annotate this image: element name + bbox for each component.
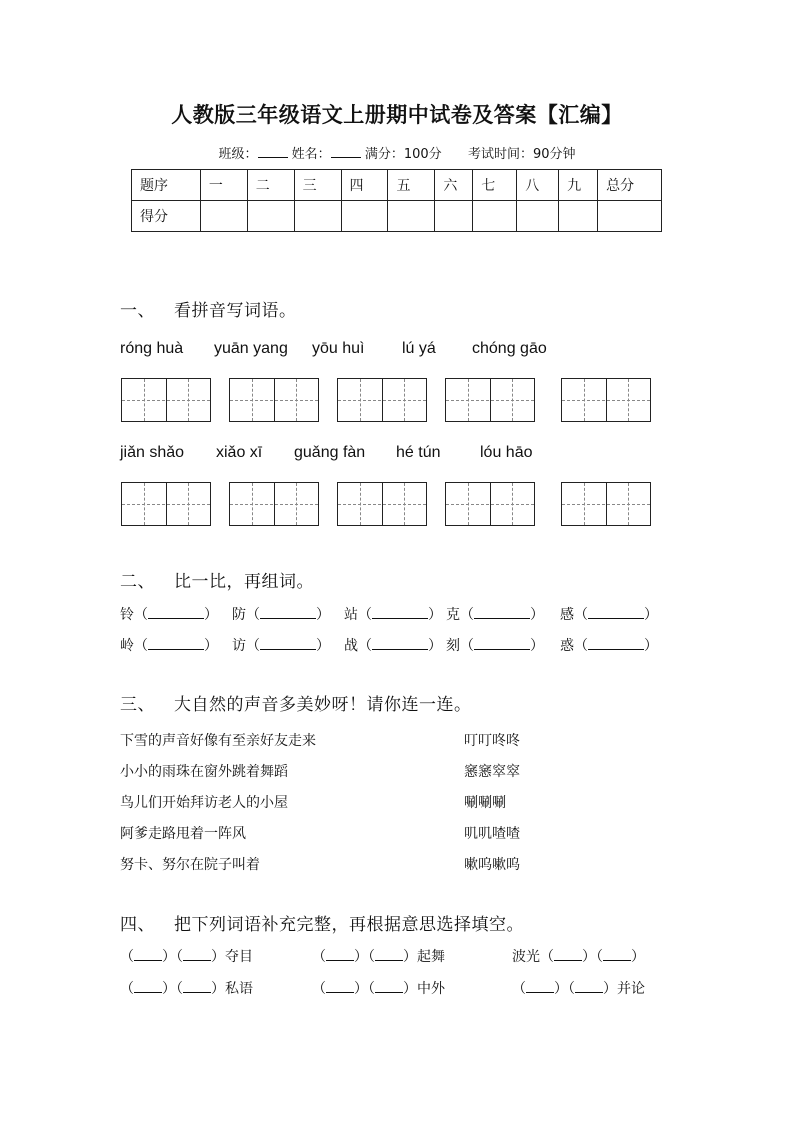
idiom-item: （ ）（ ）并论 <box>512 981 645 997</box>
match-right-item[interactable]: 嗽呜嗽呜 <box>464 857 520 873</box>
score-header-row <box>132 170 662 201</box>
answer-blank[interactable] <box>474 639 530 650</box>
writing-box[interactable] <box>229 482 319 526</box>
answer-blank[interactable] <box>260 639 316 650</box>
pinyin-7: xiǎo xī <box>216 444 263 461</box>
pinyin-6: jiǎn shǎo <box>120 444 185 461</box>
compare-item: 战（ ） <box>344 638 442 654</box>
idiom-blank[interactable] <box>603 950 631 961</box>
section-title: 看拼音写词语。 <box>174 301 297 321</box>
compare-item: 防（ ） <box>232 607 330 623</box>
compare-char: 战 <box>344 638 358 654</box>
compare-char: 站 <box>344 607 358 623</box>
compare-item: 克（ ） <box>446 607 544 623</box>
score-header-cell: 三 <box>294 170 341 201</box>
pinyin-5: chóng gāo <box>472 340 547 357</box>
idiom-item: 波光（ ）（ ） <box>512 949 645 965</box>
pinyin-1: róng huà <box>120 340 184 357</box>
score-header-cell: 六 <box>435 170 473 201</box>
full-score: 满分：100分 <box>364 147 442 162</box>
idiom-text: 夺目 <box>225 949 253 965</box>
compare-char: 岭 <box>120 638 134 654</box>
answer-blank[interactable] <box>148 639 204 650</box>
idiom-text: 波光 <box>512 949 540 965</box>
class-blank[interactable] <box>258 145 288 158</box>
idiom-item: （ ）（ ）起舞 <box>312 949 445 965</box>
writing-box[interactable] <box>121 378 211 422</box>
section1-heading <box>120 296 297 321</box>
match-right-item[interactable]: 唰唰唰 <box>464 795 506 811</box>
idiom-blank[interactable] <box>575 982 603 993</box>
score-header-cell: 五 <box>388 170 435 201</box>
idiom-blank[interactable] <box>375 982 403 993</box>
match-left-item[interactable]: 鸟儿们开始拜访老人的小屋 <box>120 795 288 811</box>
match-left-item[interactable]: 小小的雨珠在窗外跳着舞蹈 <box>120 764 288 780</box>
match-left-item[interactable]: 下雪的声音好像有至亲好友走来 <box>120 733 316 749</box>
idiom-item: （ ）（ ）私语 <box>120 981 253 997</box>
score-header-cell: 七 <box>473 170 517 201</box>
compare-char: 访 <box>232 638 246 654</box>
score-cell[interactable] <box>517 201 559 232</box>
answer-blank[interactable] <box>588 639 644 650</box>
section2-heading <box>120 567 314 592</box>
compare-char: 克 <box>446 607 460 623</box>
answer-blank[interactable] <box>148 608 204 619</box>
page-title: 人教版三年级语文上册期中试卷及答案【汇编】 <box>171 102 623 127</box>
idiom-item: （ ）（ ）夺目 <box>120 949 253 965</box>
writing-box[interactable] <box>229 378 319 422</box>
name-label: 姓名： <box>291 147 331 162</box>
score-cell[interactable] <box>341 201 388 232</box>
idiom-blank[interactable] <box>134 982 162 993</box>
compare-item: 惑（ ） <box>560 638 658 654</box>
section4-heading <box>120 910 524 935</box>
idiom-blank[interactable] <box>526 982 554 993</box>
section-number: 一、 <box>120 301 155 321</box>
score-header-cell: 二 <box>247 170 294 201</box>
answer-blank[interactable] <box>588 608 644 619</box>
match-left-item[interactable]: 努卡、努尔在院子叫着 <box>120 857 260 873</box>
idiom-blank[interactable] <box>375 950 403 961</box>
compare-item: 刻（ ） <box>446 638 544 654</box>
compare-item: 感（ ） <box>560 607 658 623</box>
idiom-text: 并论 <box>617 981 645 997</box>
section-number: 四、 <box>120 915 155 935</box>
compare-char: 刻 <box>446 638 460 654</box>
idiom-text: 中外 <box>417 981 445 997</box>
compare-item: 站（ ） <box>344 607 442 623</box>
match-right-item[interactable]: 叮叮咚咚 <box>464 733 520 749</box>
score-cell[interactable] <box>473 201 517 232</box>
answer-blank[interactable] <box>372 639 428 650</box>
section-title: 把下列词语补充完整，再根据意思选择填空。 <box>174 915 524 935</box>
compare-item: 访（ ） <box>232 638 330 654</box>
score-header-cell: 九 <box>559 170 598 201</box>
compare-char: 惑 <box>560 638 574 654</box>
score-header-cell: 八 <box>517 170 559 201</box>
answer-blank[interactable] <box>260 608 316 619</box>
score-row-label: 得分 <box>132 201 201 232</box>
idiom-text: 私语 <box>225 981 253 997</box>
score-cell[interactable] <box>247 201 294 232</box>
writing-box[interactable] <box>337 482 427 526</box>
score-cell[interactable] <box>294 201 341 232</box>
writing-box[interactable] <box>561 482 651 526</box>
section-title: 比一比，再组词。 <box>174 572 314 592</box>
score-cell[interactable] <box>559 201 598 232</box>
score-cell[interactable] <box>200 201 247 232</box>
score-header-cell: 一 <box>200 170 247 201</box>
section-title: 大自然的声音多美妙呀！请你连一连。 <box>174 695 472 715</box>
score-header-cell: 题序 <box>132 170 201 201</box>
compare-item: 铃（ ） <box>120 607 218 623</box>
score-cell[interactable] <box>598 201 662 232</box>
idiom-blank[interactable] <box>183 982 211 993</box>
idiom-blank[interactable] <box>134 950 162 961</box>
pinyin-9: hé tún <box>396 444 441 461</box>
idiom-blank[interactable] <box>554 950 582 961</box>
section-number: 二、 <box>120 572 155 592</box>
score-header-cell: 总分 <box>598 170 662 201</box>
idiom-blank[interactable] <box>326 982 354 993</box>
writing-box[interactable] <box>445 482 535 526</box>
class-label: 班级： <box>218 147 258 162</box>
section3-heading <box>120 690 472 715</box>
writing-box[interactable] <box>561 378 651 422</box>
compare-char: 铃 <box>120 607 134 623</box>
writing-box[interactable] <box>445 378 535 422</box>
match-right-item[interactable]: 叽叽喳喳 <box>464 826 520 842</box>
pinyin-10: lóu hāo <box>480 444 533 461</box>
score-cell[interactable] <box>435 201 473 232</box>
score-header-cell: 四 <box>341 170 388 201</box>
writing-box[interactable] <box>121 482 211 526</box>
exam-info <box>0 143 794 162</box>
pinyin-4: lú yá <box>402 340 436 357</box>
idiom-blank[interactable] <box>326 950 354 961</box>
compare-char: 感 <box>560 607 574 623</box>
score-row <box>132 201 662 232</box>
exam-time: 考试时间：90分钟 <box>467 147 576 162</box>
writing-box[interactable] <box>337 378 427 422</box>
idiom-item: （ ）（ ）中外 <box>312 981 445 997</box>
match-left-item[interactable]: 阿爹走路甩着一阵风 <box>120 826 246 842</box>
compare-item: 岭（ ） <box>120 638 218 654</box>
pinyin-2: yuān yang <box>214 340 288 357</box>
pinyin-8: guǎng fàn <box>294 444 366 461</box>
compare-char: 防 <box>232 607 246 623</box>
section-number: 三、 <box>120 695 155 715</box>
pinyin-3: yōu huì <box>312 340 365 357</box>
answer-blank[interactable] <box>474 608 530 619</box>
score-table <box>131 169 662 232</box>
answer-blank[interactable] <box>372 608 428 619</box>
name-blank[interactable] <box>331 145 361 158</box>
idiom-text: 起舞 <box>417 949 445 965</box>
match-right-item[interactable]: 窸窸窣窣 <box>464 764 520 780</box>
score-cell[interactable] <box>388 201 435 232</box>
idiom-blank[interactable] <box>183 950 211 961</box>
